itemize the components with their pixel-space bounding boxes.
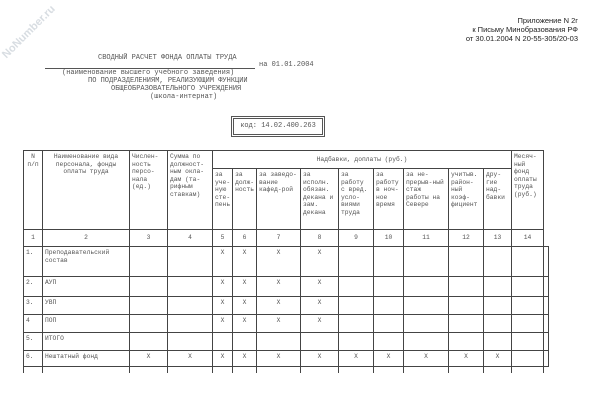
table-cell[interactable]	[404, 297, 449, 315]
column-number: 12	[449, 230, 484, 247]
table-cell[interactable]: X	[213, 315, 233, 333]
code-box: код: 14.02.400.263	[233, 118, 323, 135]
row-number: 2.	[24, 277, 43, 297]
table-cell[interactable]	[339, 333, 374, 351]
table-cell[interactable]	[512, 315, 544, 333]
table-cell[interactable]	[130, 315, 168, 333]
table-cell[interactable]	[339, 247, 374, 277]
table-cell[interactable]	[544, 277, 549, 297]
table-cell[interactable]	[404, 247, 449, 277]
table-cell	[168, 367, 213, 373]
table-cell	[484, 367, 512, 373]
watermark: NoNumber.ru	[0, 3, 58, 61]
table-cell	[130, 367, 168, 373]
table-cell[interactable]	[257, 333, 301, 351]
column-number: 4	[168, 230, 213, 247]
table-cell[interactable]	[404, 315, 449, 333]
table-cell[interactable]: X	[233, 297, 257, 315]
row-name: ИТОГО	[43, 333, 130, 351]
column-number: 14	[512, 230, 544, 247]
table-row	[24, 351, 549, 367]
table-cell[interactable]	[512, 277, 544, 297]
table-cell[interactable]: X	[339, 351, 374, 367]
table-row	[24, 333, 549, 351]
table-cell[interactable]: X	[301, 277, 339, 297]
header-allowance-6: за работу в ноч-ное время	[374, 169, 404, 230]
table-cell	[257, 367, 301, 373]
table-cell[interactable]	[449, 277, 484, 297]
table-cell[interactable]: X	[213, 247, 233, 277]
header-allowance-9: дру-гие над-бавки	[484, 169, 512, 230]
table-row-continued	[24, 367, 549, 373]
institution-caption: (наименование высшего учебного заведения)	[62, 69, 235, 77]
table-cell[interactable]	[130, 277, 168, 297]
table-cell[interactable]: X	[233, 351, 257, 367]
table-cell	[213, 367, 233, 373]
table-cell[interactable]: X	[257, 351, 301, 367]
table-cell[interactable]	[374, 247, 404, 277]
table-cell[interactable]	[544, 315, 549, 333]
table-cell[interactable]	[130, 333, 168, 351]
row-number: 1.	[24, 247, 43, 277]
table-cell[interactable]: X	[374, 351, 404, 367]
table-cell[interactable]	[168, 333, 213, 351]
table-cell[interactable]: X	[213, 277, 233, 297]
table-cell[interactable]: X	[257, 247, 301, 277]
table-cell	[339, 367, 374, 373]
table-cell[interactable]: X	[449, 351, 484, 367]
table-cell[interactable]: X	[257, 297, 301, 315]
header-allowance-5: за работу с вред. усло-виями труда	[339, 169, 374, 230]
table-cell[interactable]	[544, 297, 549, 315]
table-cell[interactable]	[544, 333, 549, 351]
table-cell[interactable]	[301, 333, 339, 351]
table-row	[24, 277, 549, 297]
table-cell[interactable]	[449, 247, 484, 277]
table-cell[interactable]: X	[257, 315, 301, 333]
row-name: Нештатный фонд	[43, 351, 130, 367]
table-cell	[404, 367, 449, 373]
table-cell[interactable]	[168, 315, 213, 333]
table-cell[interactable]	[168, 247, 213, 277]
header-allowances: Надбавки, доплаты (руб.)	[213, 151, 512, 169]
table-cell[interactable]: X	[233, 247, 257, 277]
table-cell[interactable]: X	[130, 351, 168, 367]
header-name: Наименование вида персонала, фонды оплаты труда	[43, 151, 130, 230]
subtitle-3: (школа-интернат)	[150, 93, 218, 101]
doc-date: на 01.01.2004	[259, 61, 314, 69]
table-cell[interactable]	[339, 297, 374, 315]
row-number: 6.	[24, 351, 43, 367]
row-number: 3.	[24, 297, 43, 315]
appendix-line: Приложение N 2г	[517, 16, 578, 25]
table-cell[interactable]: X	[233, 315, 257, 333]
table-cell[interactable]: X	[257, 277, 301, 297]
header-monthly: Месяч-ный фонд оплаты труда (руб.)	[512, 151, 544, 230]
column-number: 2	[43, 230, 130, 247]
header-allowance-4: за исполн. обязан. декана и зам. декана	[301, 169, 339, 230]
appendix-note	[466, 16, 578, 43]
column-number: 10	[374, 230, 404, 247]
table-cell[interactable]	[374, 333, 404, 351]
table-cell[interactable]	[404, 277, 449, 297]
column-number: 8	[301, 230, 339, 247]
subtitle-1: ПО ПОДРАЗДЕЛЕНИЯМ, РЕАЛИЗУЮЩИМ ФУНКЦИИ	[88, 77, 248, 85]
table-cell[interactable]	[339, 277, 374, 297]
table-cell[interactable]	[374, 297, 404, 315]
table-cell[interactable]	[213, 333, 233, 351]
table-row	[24, 297, 549, 315]
row-name: АУП	[43, 277, 130, 297]
header-allowance-1: за уче-ную сте-пень	[213, 169, 233, 230]
row-name: УВП	[43, 297, 130, 315]
table-cell[interactable]	[544, 247, 549, 277]
table-cell	[512, 367, 544, 373]
table-cell[interactable]	[484, 277, 512, 297]
table-cell[interactable]	[130, 247, 168, 277]
subtitle-2: ОБЩЕОБРАЗОВАТЕЛЬНОГО УЧРЕЖДЕНИЯ	[111, 85, 242, 93]
table-cell[interactable]	[484, 315, 512, 333]
table-cell[interactable]: X	[301, 297, 339, 315]
header-n: N п/п	[24, 151, 43, 230]
table-cell[interactable]	[449, 315, 484, 333]
table-cell[interactable]: X	[404, 351, 449, 367]
row-name: Преподавательский состав	[43, 247, 130, 277]
table-cell[interactable]	[484, 247, 512, 277]
appendix-line: от 30.01.2004 N 20-55-305/20-03	[465, 34, 578, 43]
column-number: 7	[257, 230, 301, 247]
table-cell[interactable]	[484, 333, 512, 351]
table-cell[interactable]	[233, 333, 257, 351]
table-cell	[24, 367, 43, 373]
table-cell[interactable]: X	[233, 277, 257, 297]
header-sum: Сумма по должност-ным окла-дам (та-рифным ставкам)	[168, 151, 213, 230]
table-cell[interactable]	[512, 247, 544, 277]
table-cell	[43, 367, 130, 373]
table-cell[interactable]	[374, 277, 404, 297]
column-number: 6	[233, 230, 257, 247]
appendix-line: к Письму Минобразования РФ	[472, 25, 578, 34]
table-cell[interactable]: X	[168, 351, 213, 367]
header-allowance-2: за долж-ность	[233, 169, 257, 230]
table-cell[interactable]: X	[301, 351, 339, 367]
column-number: 5	[213, 230, 233, 247]
table-cell[interactable]	[512, 297, 544, 315]
doc-title: СВОДНЫЙ РАСЧЕТ ФОНДА ОПЛАТЫ ТРУДА	[98, 54, 237, 62]
table-cell[interactable]	[168, 297, 213, 315]
table-cell[interactable]	[374, 315, 404, 333]
column-number: 3	[130, 230, 168, 247]
table-cell[interactable]: X	[301, 247, 339, 277]
table-cell[interactable]	[544, 351, 549, 367]
header-allowance-8: учитыв. район-ный коэф-фициент	[449, 169, 484, 230]
table-cell[interactable]: X	[484, 351, 512, 367]
table-cell[interactable]	[404, 333, 449, 351]
row-name: ПОП	[43, 315, 130, 333]
table-cell[interactable]	[449, 297, 484, 315]
table-cell[interactable]: X	[301, 315, 339, 333]
header-allowance-7: за не-прерыв-ный стаж работы на Севере	[404, 169, 449, 230]
table-cell[interactable]	[512, 333, 544, 351]
column-number: 1	[24, 230, 43, 247]
row-number: 4	[24, 315, 43, 333]
table-cell	[233, 367, 257, 373]
row-number: 5.	[24, 333, 43, 351]
table-cell[interactable]	[512, 351, 544, 367]
table-row	[24, 247, 549, 277]
table-cell[interactable]	[130, 297, 168, 315]
payroll-table	[23, 150, 549, 373]
table-cell	[374, 367, 404, 373]
table-cell	[301, 367, 339, 373]
column-number: 11	[404, 230, 449, 247]
table-cell[interactable]: X	[213, 297, 233, 315]
table-cell[interactable]	[449, 333, 484, 351]
table-cell[interactable]	[339, 315, 374, 333]
table-cell[interactable]	[168, 277, 213, 297]
table-cell[interactable]	[484, 297, 512, 315]
table-row	[24, 315, 549, 333]
header-allowance-3: за заведо-вание кафед-рой	[257, 169, 301, 230]
header-count: Числен-ность персо-нала (ед.)	[130, 151, 168, 230]
column-number: 13	[484, 230, 512, 247]
table-cell[interactable]: X	[213, 351, 233, 367]
column-number: 9	[339, 230, 374, 247]
table-cell	[449, 367, 484, 373]
